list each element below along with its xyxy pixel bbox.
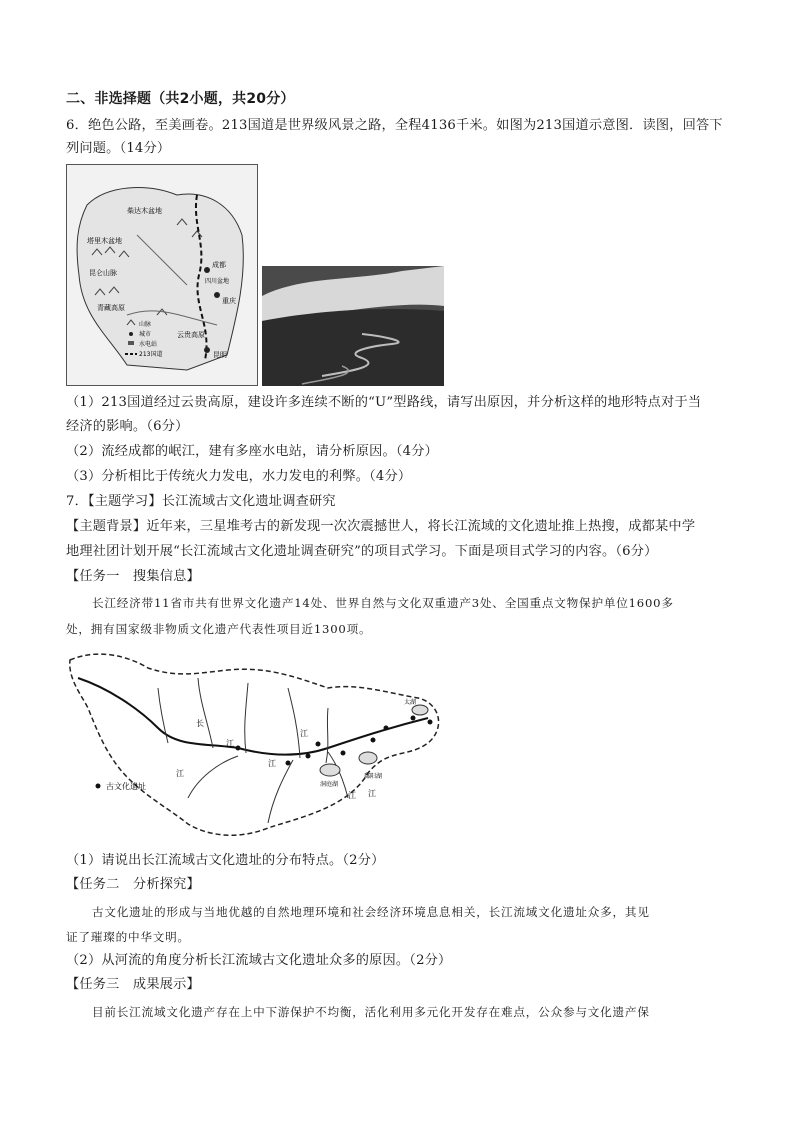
q6-sub3: （3）分析相比于传统火力发电，水力发电的利弊。（4分）: [66, 469, 412, 484]
q7-task1-heading: 【任务一 搜集信息】: [66, 569, 200, 584]
map-label: 江: [300, 729, 308, 738]
winding-road-photo: [262, 266, 444, 386]
site-marker: [286, 761, 291, 766]
svg-text:213国道: 213国道: [139, 351, 163, 358]
poyang-lake: [359, 752, 377, 764]
city-marker: [204, 347, 210, 353]
map-label: 太湖: [404, 699, 417, 706]
dongting-lake: [320, 764, 340, 776]
map-label: 江: [348, 791, 356, 800]
q7-sub2: （2）从河流的角度分析长江流域古文化遗址众多的原因。（2分）: [66, 953, 452, 968]
map-label: 昆明: [213, 351, 227, 359]
map-label: 江: [368, 789, 376, 798]
legend-label: 古文化遗址: [106, 782, 146, 791]
q6-sub1-line2: 经济的影响。（6分）: [66, 419, 189, 434]
yangtze-basin-map: [68, 648, 448, 844]
map-label: 云贵高原: [177, 331, 205, 339]
site-marker: [236, 746, 241, 751]
q7-title: 7．【主题学习】长江流域古文化遗址调查研究: [66, 494, 336, 509]
site-marker: [341, 751, 346, 756]
map-label: 昆仑山脉: [89, 269, 117, 277]
q6-sub2: （2）流经成都的岷江，建有多座水电站，请分析原因。（4分）: [66, 444, 439, 459]
site-marker: [428, 720, 433, 725]
site-marker: [411, 716, 416, 721]
q7-task2-line2: 证了璀璨的中华文明。: [66, 930, 190, 944]
map-label: 江: [176, 769, 184, 778]
basin-boundary: [70, 654, 439, 835]
q6-stem-line2: 列问题。（14分）: [66, 141, 171, 156]
section-heading: 二、非选择题（共2小题，共20分）: [66, 91, 295, 107]
map2-legend: [96, 781, 147, 791]
q7-background-line2: 地理社团计划开展“长江流域古文化遗址调查研究”的项目式学习。下面是项目式学习的内容。（6分）: [66, 544, 658, 559]
yangtze-basin-svg: [68, 648, 448, 844]
map-label: 四川盆地: [205, 278, 230, 285]
map-label: 江: [268, 759, 276, 768]
route-213-map-svg: [67, 165, 257, 385]
map-label: 鄱阳湖: [364, 773, 383, 780]
map-label: 柴达木盆地: [127, 207, 162, 215]
route-213-map: [66, 164, 258, 386]
map-label: 成都: [212, 261, 226, 269]
site-marker: [316, 742, 321, 747]
q6-sub1-line1: （1）213国道经过云贵高原，建设许多连续不断的“U”型路线，请写出原因，并分析这样的地形特点对于当: [66, 395, 702, 410]
map-label: 长: [196, 719, 204, 728]
winding-road-svg: [262, 266, 444, 386]
city-marker: [204, 267, 210, 273]
svg-text:水电站: 水电站: [139, 341, 158, 348]
site-marker: [384, 726, 389, 731]
q7-background-line1: 【主题背景】近年来，三星堆考古的新发现一次次震撼世人，将长江流域的文化遗址推上热搜，成都某中学: [66, 519, 696, 534]
q7-task3-line1: 目前长江流域文化遗产存在上中下游保护不均衡，活化利用多元化开发存在难点，公众参与文化遗产保: [92, 1005, 650, 1019]
q7-task1-line1: 长江经济带11省市共有世界文化遗产14处、世界自然与文化双重遗产3处、全国重点文物保护单位1600多: [92, 596, 674, 610]
svg-text:山脉: 山脉: [139, 321, 152, 328]
q6-stem-line1: 6．绝色公路，至美画卷。213国道是世界级风景之路，全程4136千米。如图为213国道示意图．读图，回答下: [66, 118, 723, 133]
site-marker: [306, 754, 311, 759]
svg-text:城市: 城市: [139, 331, 152, 338]
site-marker: [371, 738, 376, 743]
q7-task1-line2: 处，拥有国家级非物质文化遗产代表性项目近1300项。: [66, 622, 372, 636]
q7-task2-heading: 【任务二 分析探究】: [66, 877, 200, 892]
q7-sub1: （1）请说出长江流域古文化遗址的分布特点。（2分）: [66, 853, 385, 868]
tai-lake: [412, 705, 428, 715]
q7-task2-line1: 古文化遗址的形成与当地优越的自然地理环境和社会经济环境息息相关，长江流域文化遗址众多，其见: [92, 905, 650, 919]
map-label: 洞庭湖: [320, 781, 339, 788]
q7-task3-heading: 【任务三 成果展示】: [66, 977, 200, 992]
city-marker: [214, 292, 220, 298]
map-label: 重庆: [222, 297, 236, 305]
map-label: 塔里木盆地: [87, 237, 122, 245]
map-label: 江: [226, 739, 234, 748]
map-label: 青藏高原: [97, 304, 125, 312]
